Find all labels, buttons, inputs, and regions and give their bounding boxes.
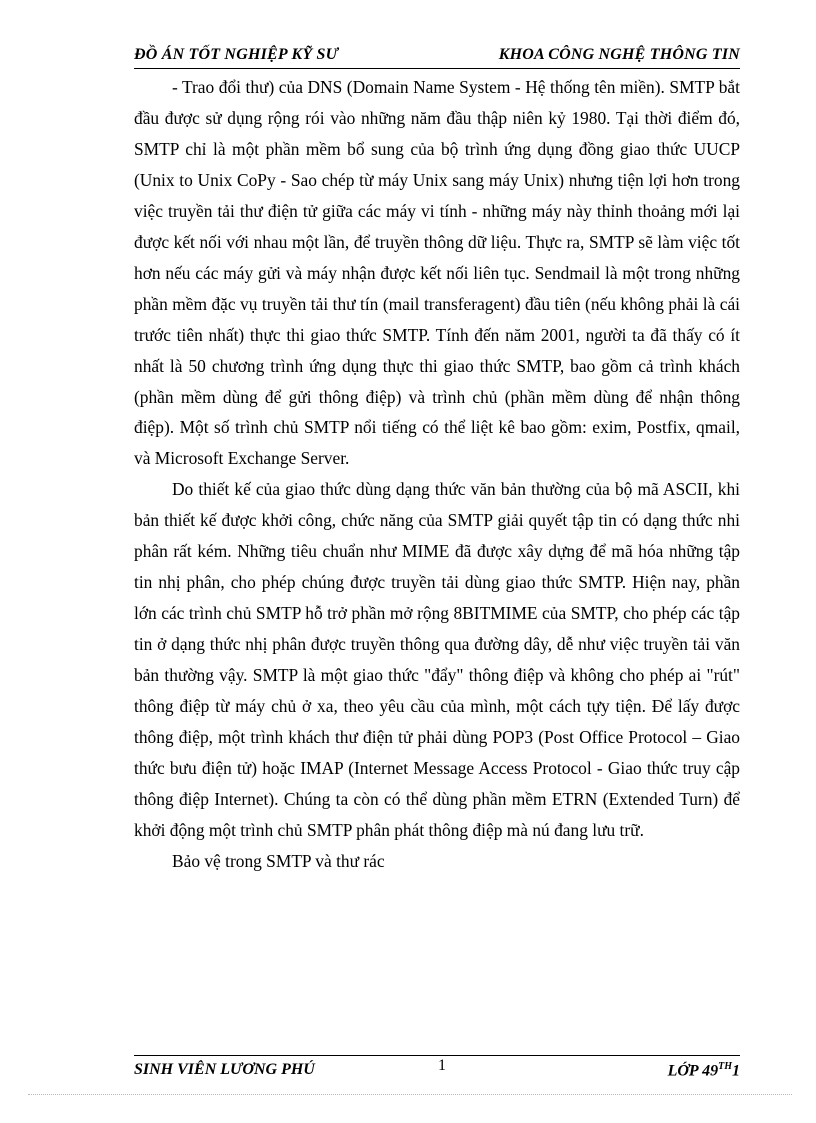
footer-student-name: SINH VIÊN LƯƠNG PHÚ: [134, 1061, 315, 1078]
paragraph-smtp-history: - Trao đổi thư) của DNS (Domain Name System - Hệ thống tên miền). SMTP bắt đầu được sử dụng rộng rói vào những năm đầu thập niên kỷ 1980. Tại thời điểm đó, SMTP chỉ là một phần mềm bổ sung của bộ trình ứng dụng đồng giao thức UUCP (Unix to Unix CoPy - Sao chép từ máy Unix sang máy Unix) nhưng tiện lợi hơn trong việc truyền tải thư điện tử giữa các máy vi tính - những máy này thỉnh thoảng mới lại được kết nối với nhau một lần, để truyền thông dữ liệu. Thực ra, SMTP sẽ làm việc tốt hơn nếu các máy gửi và máy nhận được kết nối liên tục. Sendmail là một trong những phần mềm đặc vụ truyền tải thư tín (mail transferagent) đầu tiên (nếu không phải là cái trước tiên nhất) thực thi giao thức SMTP. Tính đến năm 2001, người ta đã thấy có ít nhất là 50 chương trình ứng dụng thực thi giao thức SMTP, bao gồm cả trình khách (phần mềm dùng để gửi thông điệp) và trình chủ (phần mềm dùng để nhận thông điệp). Một số trình chủ SMTP nổi tiếng có thể liệt kê bao gồm: exim, Postfix, qmail, và Microsoft Exchange Server.: [134, 77, 740, 469]
paragraph-smtp-design: Do thiết kế của giao thức dùng dạng thức văn bản thường của bộ mã ASCII, khi bản thiết kế được khởi công, chức năng của SMTP giải quyết tập tin có dạng thức nhi phân rất kém. Những tiêu chuẩn như MIME đã được xây dựng để mã hóa những tập tin nhị phân, cho phép chúng được truyền tải dùng giao thức SMTP. Hiện nay, phần lớn các trình chủ SMTP hỗ trở phần mở rộng 8BITMIME của SMTP, cho phép các tập tin ở dạng thức nhị phân được truyền thông qua đường dây, dễ như việc truyền tải văn bản thường vậy. SMTP là một giao thức "đẩy" thông điệp và không cho phép ai "rút" thông điệp từ máy chủ ở xa, theo yêu cầu của mình, một cách tựy tiện. Để lấy được thông điệp, một trình khách thư điện tử phải dùng POP3 (Post Office Protocol – Giao thức bưu điện tử) hoặc IMAP (Internet Message Access Protocol - Giao thức truy cập thông điệp Internet). Chúng ta còn có thể dùng phần mềm ETRN (Extended Turn) để khởi động một trình chủ SMTP phân phát thông điệp mà nú đang lưu trữ.: [134, 479, 740, 840]
document-body: [134, 72, 740, 877]
section-heading-smtp-security: Bảo vệ trong SMTP và thư rác: [172, 850, 385, 871]
footer-class: [668, 1061, 740, 1080]
page-footer: [134, 1055, 740, 1082]
footer-class-sup: TH: [718, 1061, 732, 1072]
footer-class-suffix: 1: [732, 1062, 740, 1080]
page-boundary-line: [28, 1094, 792, 1095]
header-faculty: KHOA CÔNG NGHỆ THÔNG TIN: [498, 46, 740, 63]
footer-class-prefix: LỚP 49: [667, 1062, 719, 1080]
page-header: [134, 46, 740, 69]
header-thesis-title: ĐỒ ÁN TỐT NGHIỆP KỸ SƯ: [134, 46, 339, 63]
page-number: 1: [438, 1057, 446, 1074]
